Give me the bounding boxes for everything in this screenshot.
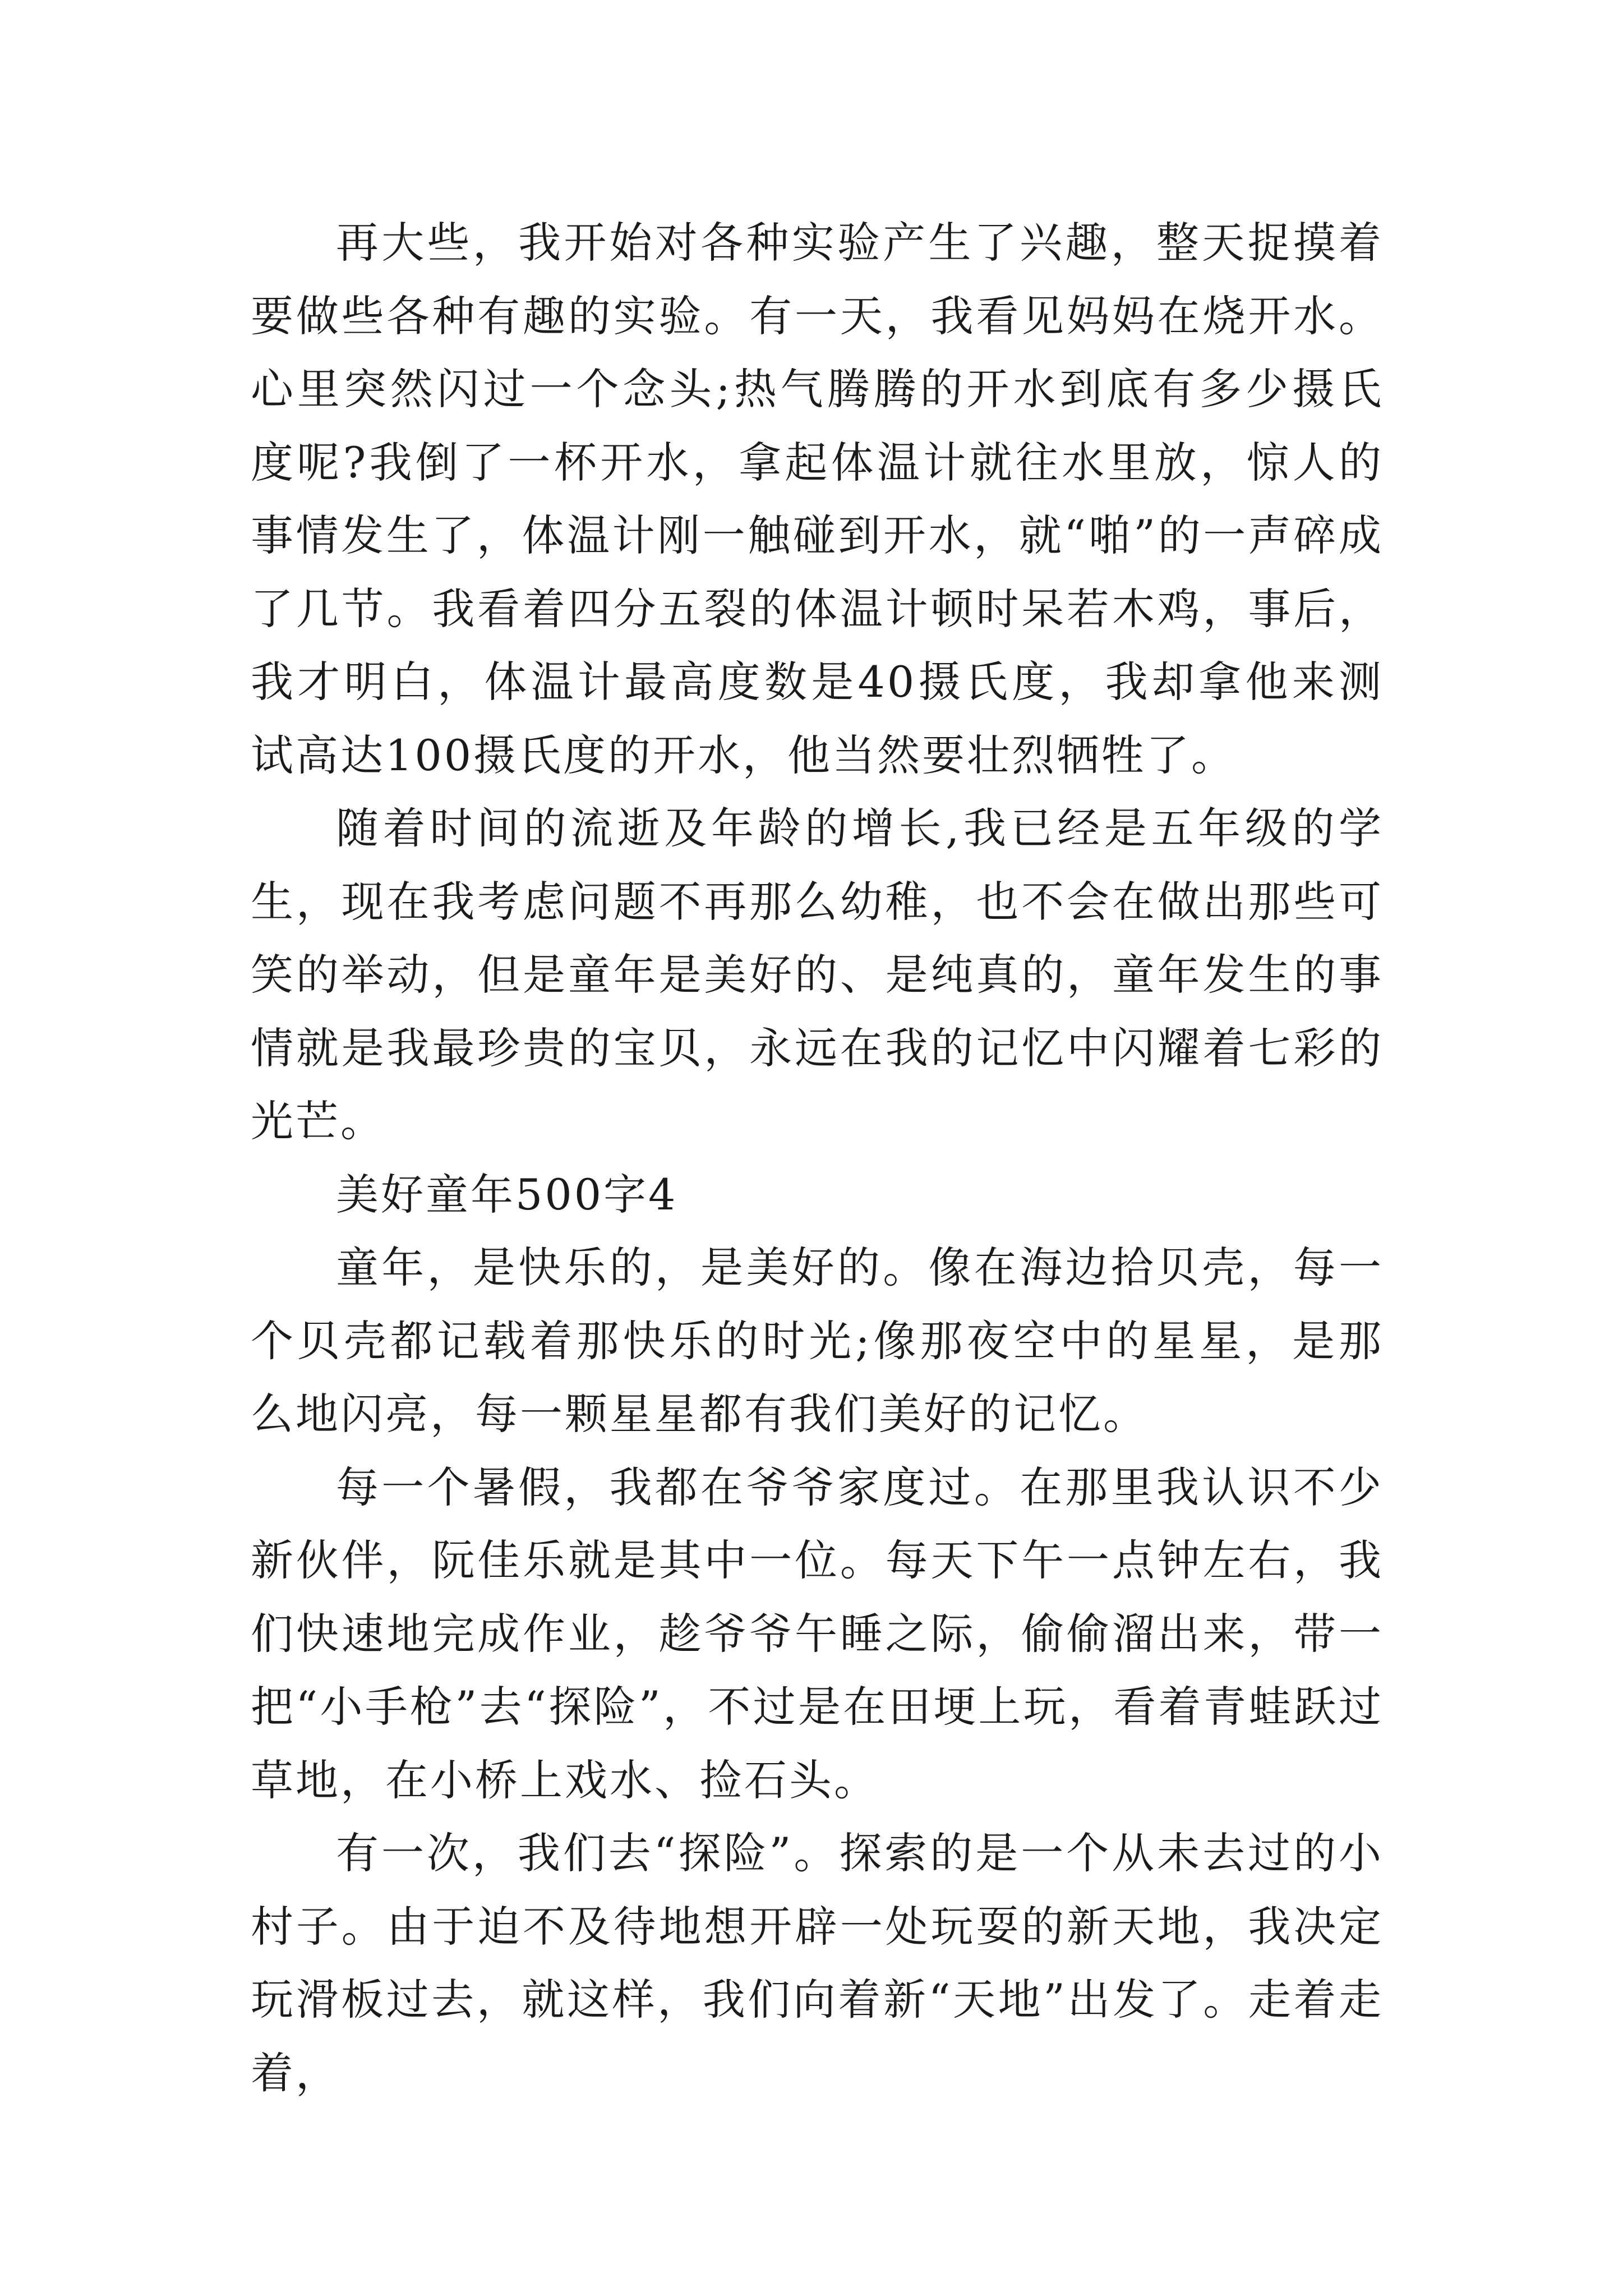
paragraph-growing-up: 随着时间的流逝及年龄的增长,我已经是五年级的学生，现在我考虑问题不再那么幼稚，也不会在做出那些可笑的举动，但是童年是美好的、是纯真的，童年发生的事情就是我最珍贵的宝贝，永远在我的记忆中闪耀着七彩的光芒。 — [251, 803, 1384, 1146]
document-body — [251, 206, 1384, 2110]
paragraph-childhood-intro: 童年，是快乐的，是美好的。像在海边拾贝壳，每一个贝壳都记载着那快乐的时光;像那夜空中的星星，是那么地闪亮，每一颗星星都有我们美好的记忆。 — [251, 1243, 1384, 1439]
paragraph-summer-vacation: 每一个暑假，我都在爷爷家度过。在那里我认识不少新伙伴，阮佳乐就是其中一位。每天下午一点钟左右，我们快速地完成作业，趁爷爷午睡之际，偷偷溜出来，带一把“小手枪”去“探险”，不过是在田埂上玩，看着青蛙跃过草地，在小桥上戏水、捡石头。 — [251, 1462, 1384, 1805]
section-heading: 美好童年500字4 — [336, 1169, 678, 1220]
paragraph-experiment: 再大些，我开始对各种实验产生了兴趣，整天捉摸着要做些各种有趣的实验。有一天，我看见妈妈在烧开水。心里突然闪过一个念头;热气腾腾的开水到底有多少摄氏度呢?我倒了一杯开水，拿起体温计就往水里放，惊人的事情发生了，体温计刚一触碰到开水，就“啪”的一声碎成了几节。我看着四分五裂的体温计顿时呆若木鸡，事后，我才明白，体温计最高度数是40摄氏度，我却拿他来测试高达100摄氏度的开水，他当然要壮烈牺牲了。 — [251, 218, 1384, 780]
paragraph-adventure: 有一次，我们去“探险”。探索的是一个从未去过的小村子。由于迫不及待地想开辟一处玩耍的新天地，我决定玩滑板过去，就这样，我们向着新“天地”出发了。走着走着， — [251, 1828, 1384, 2098]
